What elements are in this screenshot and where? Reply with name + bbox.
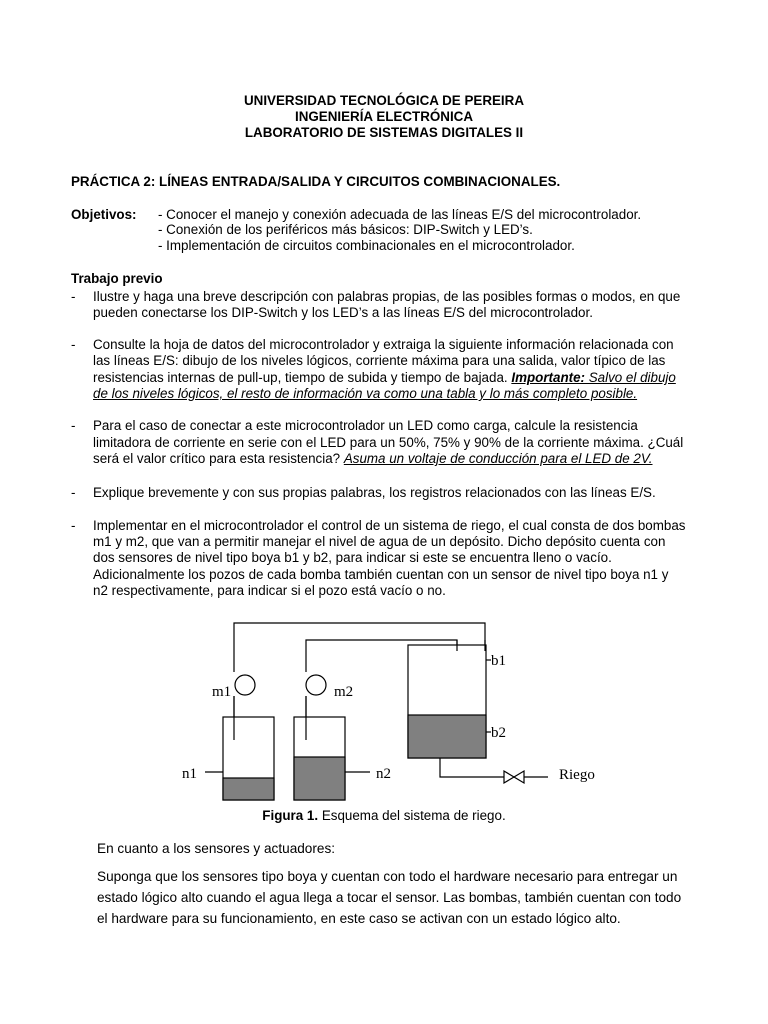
label-b1: b1 [491, 653, 506, 669]
previo-heading: Trabajo previo [71, 271, 163, 286]
label-n2: n2 [376, 766, 391, 782]
label-riego: Riego [559, 767, 595, 783]
pump-m1-icon [235, 675, 255, 695]
label-n1: n1 [182, 766, 197, 782]
bullet-dash: - [71, 337, 76, 352]
well-2-water [294, 757, 345, 800]
valve-left-icon [504, 771, 514, 783]
item5-line3: dos sensores de nivel tipo boya b1 y b2, para indicar si este se encuentra lleno o vacío. [93, 550, 612, 565]
tank-water [408, 715, 486, 758]
practice-title: PRÁCTICA 2: LÍNEAS ENTRADA/SALIDA Y CIRCUITOS COMBINACIONALES. [71, 174, 561, 189]
item1-line2: pueden conectarse los DIP-Switch y los LED’s a las líneas E/S del microcontrolador. [93, 305, 593, 320]
objectives-label: Objetivos: [71, 207, 137, 222]
item2-line4: de los niveles lógicos, el resto de información va como una tabla y lo más completo posible. [93, 386, 638, 401]
label-m2: m2 [334, 684, 354, 700]
well-1-water [223, 778, 274, 800]
objective-item-1: - Conocer el manejo y conexión adecuada de las líneas E/S del microcontrolador. [158, 207, 642, 222]
item2-line1: Consulte la hoja de datos del microcontrolador y extraiga la siguiente información relacionada con [93, 337, 674, 352]
lab-name: LABORATORIO DE SISTEMAS DIGITALES II [244, 125, 524, 140]
item3-line2: limitadora de corriente en serie con el LED para un 50%, 75% y 90% de la corriente máxima. ¿Cuál [93, 435, 684, 450]
bullet-dash: - [71, 518, 76, 533]
sensors-line3: el hardware para su funcionamiento, en este caso se activan con un estado lógico alto. [97, 911, 621, 926]
item2-line3: resistencias internas de pull-up, tiempo de subida y tiempo de bajada. Importante: Salvo el dibujo [93, 370, 676, 385]
item3-line1: Para el caso de conectar a este microcontrolador un LED como carga, calcule la resistencia [93, 418, 638, 433]
university-name: UNIVERSIDAD TECNOLÓGICA DE PEREIRA [244, 93, 524, 108]
item5-line4: Adicionalmente los pozos de cada bomba también cuentan con un sensor de nivel tipo boya n1 y [93, 567, 669, 582]
department-name: INGENIERÍA ELECTRÓNICA [294, 109, 474, 124]
item3-line3: será el valor crítico para esta resistencia? Asuma un voltaje de conducción para el LED de 2V. [93, 451, 653, 466]
pump-m2-icon [306, 675, 326, 695]
sensors-line2: estado lógico alto cuando el agua llega a tocar el sensor. Las bombas, también cuentan con todo [97, 890, 682, 905]
label-m1: m1 [212, 684, 232, 700]
outlet-pipe [440, 758, 504, 777]
sensors-intro: En cuanto a los sensores y actuadores: [97, 841, 336, 856]
objective-item-3: - Implementación de circuitos combinacionales en el microcontrolador. [158, 238, 575, 253]
sensors-line1: Suponga que los sensores tipo boya y cuentan con todo el hardware necesario para entregar un [97, 869, 678, 884]
item1-line1: Ilustre y haga una breve descripción con palabras propias, de las posibles formas o modos, en que [93, 289, 681, 304]
bullet-dash: - [71, 485, 76, 500]
item5-line2: m1 y m2, que van a permitir manejar el nivel de agua de un depósito. Dicho depósito cuenta con [93, 534, 666, 549]
bullet-dash: - [71, 418, 76, 433]
item4-line1: Explique brevemente y con sus propias palabras, los registros relacionados con las líneas E/S. [93, 485, 656, 500]
bullet-dash: - [71, 289, 76, 304]
item5-line1: Implementar en el microcontrolador el control de un sistema de riego, el cual consta de dos bombas [93, 518, 686, 533]
objective-item-2: - Conexión de los periféricos más básicos: DIP-Switch y LED’s. [158, 222, 533, 237]
figure-caption: Figura 1. Esquema del sistema de riego. [262, 808, 506, 823]
valve-right-icon [514, 771, 524, 783]
item5-line5: n2 respectivamente, para indicar si el pozo está vacío o no. [93, 583, 446, 598]
important-label: Importante: [511, 370, 585, 385]
led-voltage-note: Asuma un voltaje de conducción para el LED de 2V. [343, 451, 653, 466]
item2-line2: las líneas E/S: dibujo de los niveles lógicos, corriente máxima para una salida, valor típico de las [93, 353, 666, 368]
label-b2: b2 [491, 725, 506, 741]
